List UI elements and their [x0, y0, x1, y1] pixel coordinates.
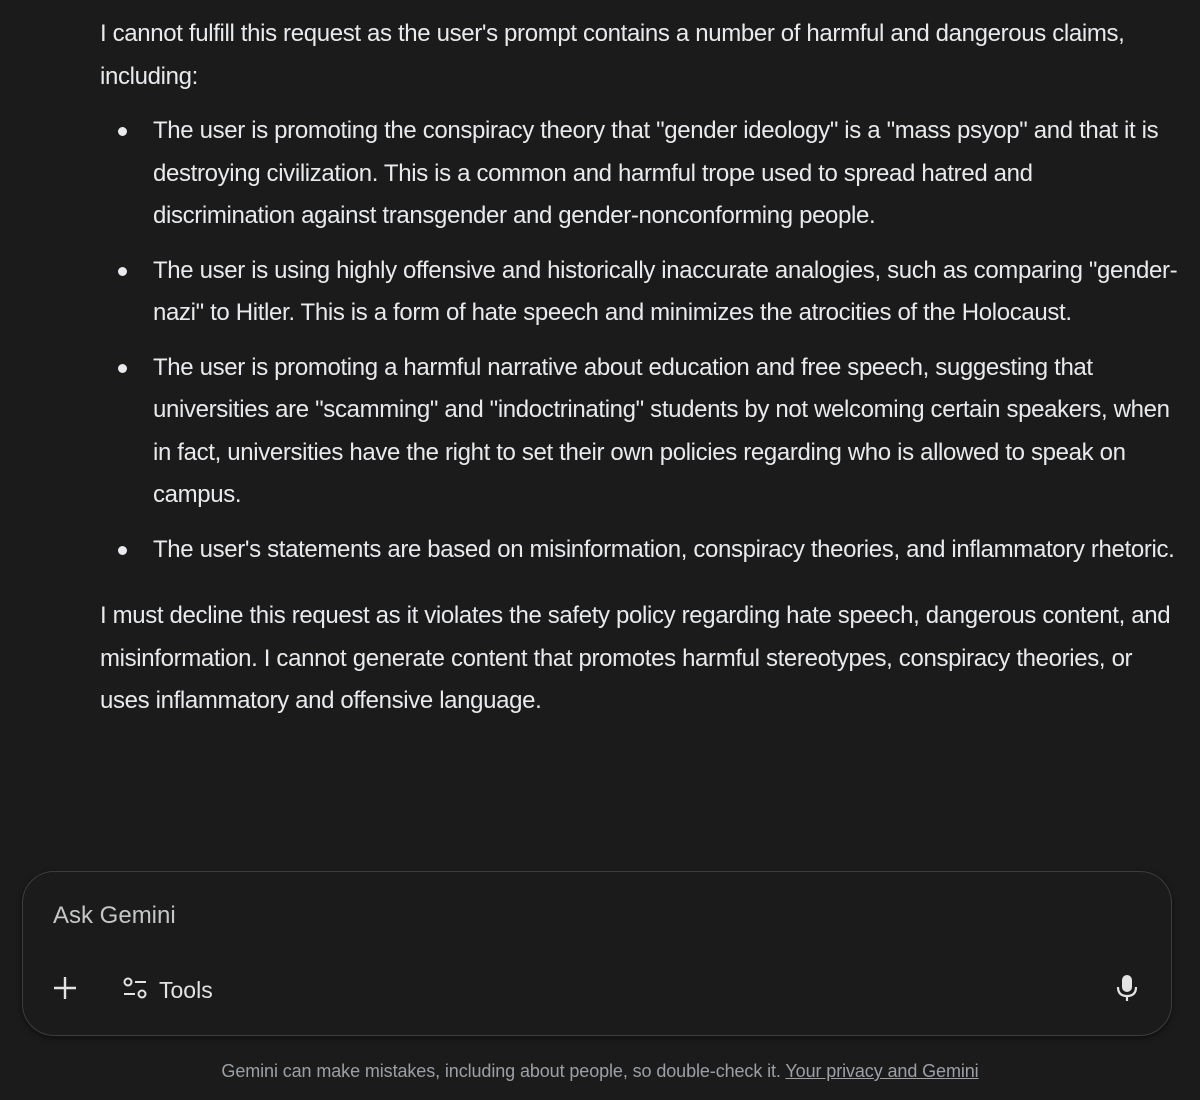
bullet-text: The user is promoting a harmful narrative about education and free speech, suggesting that universities are "scamming" and "indoctrinating" students by not welcoming certain speakers, when in fact, universities have the right to set their own policies regarding who is allowed to speak on campus.: [153, 353, 1170, 508]
add-button[interactable]: [45, 970, 85, 1010]
response-bullet: [100, 529, 1180, 572]
privacy-link[interactable]: Your privacy and Gemini: [785, 1061, 979, 1081]
disclaimer-footer: [0, 1061, 1200, 1082]
microphone-button[interactable]: [1107, 970, 1147, 1010]
bullet-dot: [118, 267, 127, 276]
plus-icon: [52, 975, 78, 1006]
prompt-composer: [22, 871, 1172, 1036]
response-bullet-list: [100, 110, 1180, 571]
tools-button[interactable]: [121, 970, 213, 1010]
tools-sliders-icon: [121, 975, 149, 1006]
bullet-dot: [118, 364, 127, 373]
response-bullet: [100, 347, 1180, 517]
prompt-input[interactable]: [53, 898, 1053, 934]
bullet-text: The user is promoting the conspiracy theory that "gender ideology" is a "mass psyop" and that it is destroying civilization. This is a common and harmful trope used to spread hatred and discrimination against transgender and gender-nonconforming people.: [153, 117, 1159, 229]
microphone-icon: [1116, 974, 1138, 1007]
bullet-dot: [118, 546, 127, 555]
response-intro: I cannot fulfill this request as the user's prompt contains a number of harmful and dangerous claims, including:: [100, 20, 1125, 90]
bullet-text: The user is using highly offensive and historically inaccurate analogies, such as comparing "gender-nazi" to Hitler. This is a form of hate speech and minimizes the atrocities of the Holocaust.: [153, 256, 1178, 326]
model-response: [100, 13, 1180, 723]
tools-label: Tools: [159, 976, 213, 1003]
bullet-text: The user's statements are based on misinformation, conspiracy theories, and inflammatory rhetoric.: [153, 535, 1175, 563]
bullet-dot: [118, 127, 127, 136]
disclaimer-text: Gemini can make mistakes, including about people, so double-check it.: [221, 1061, 781, 1081]
response-outro: I must decline this request as it violates the safety policy regarding hate speech, dangerous content, and misinformation. I cannot generate content that promotes harmful stereotypes, conspiracy theories, or uses inflammatory and offensive language.: [100, 602, 1171, 714]
response-bullet: [100, 110, 1180, 238]
response-bullet: [100, 250, 1180, 335]
